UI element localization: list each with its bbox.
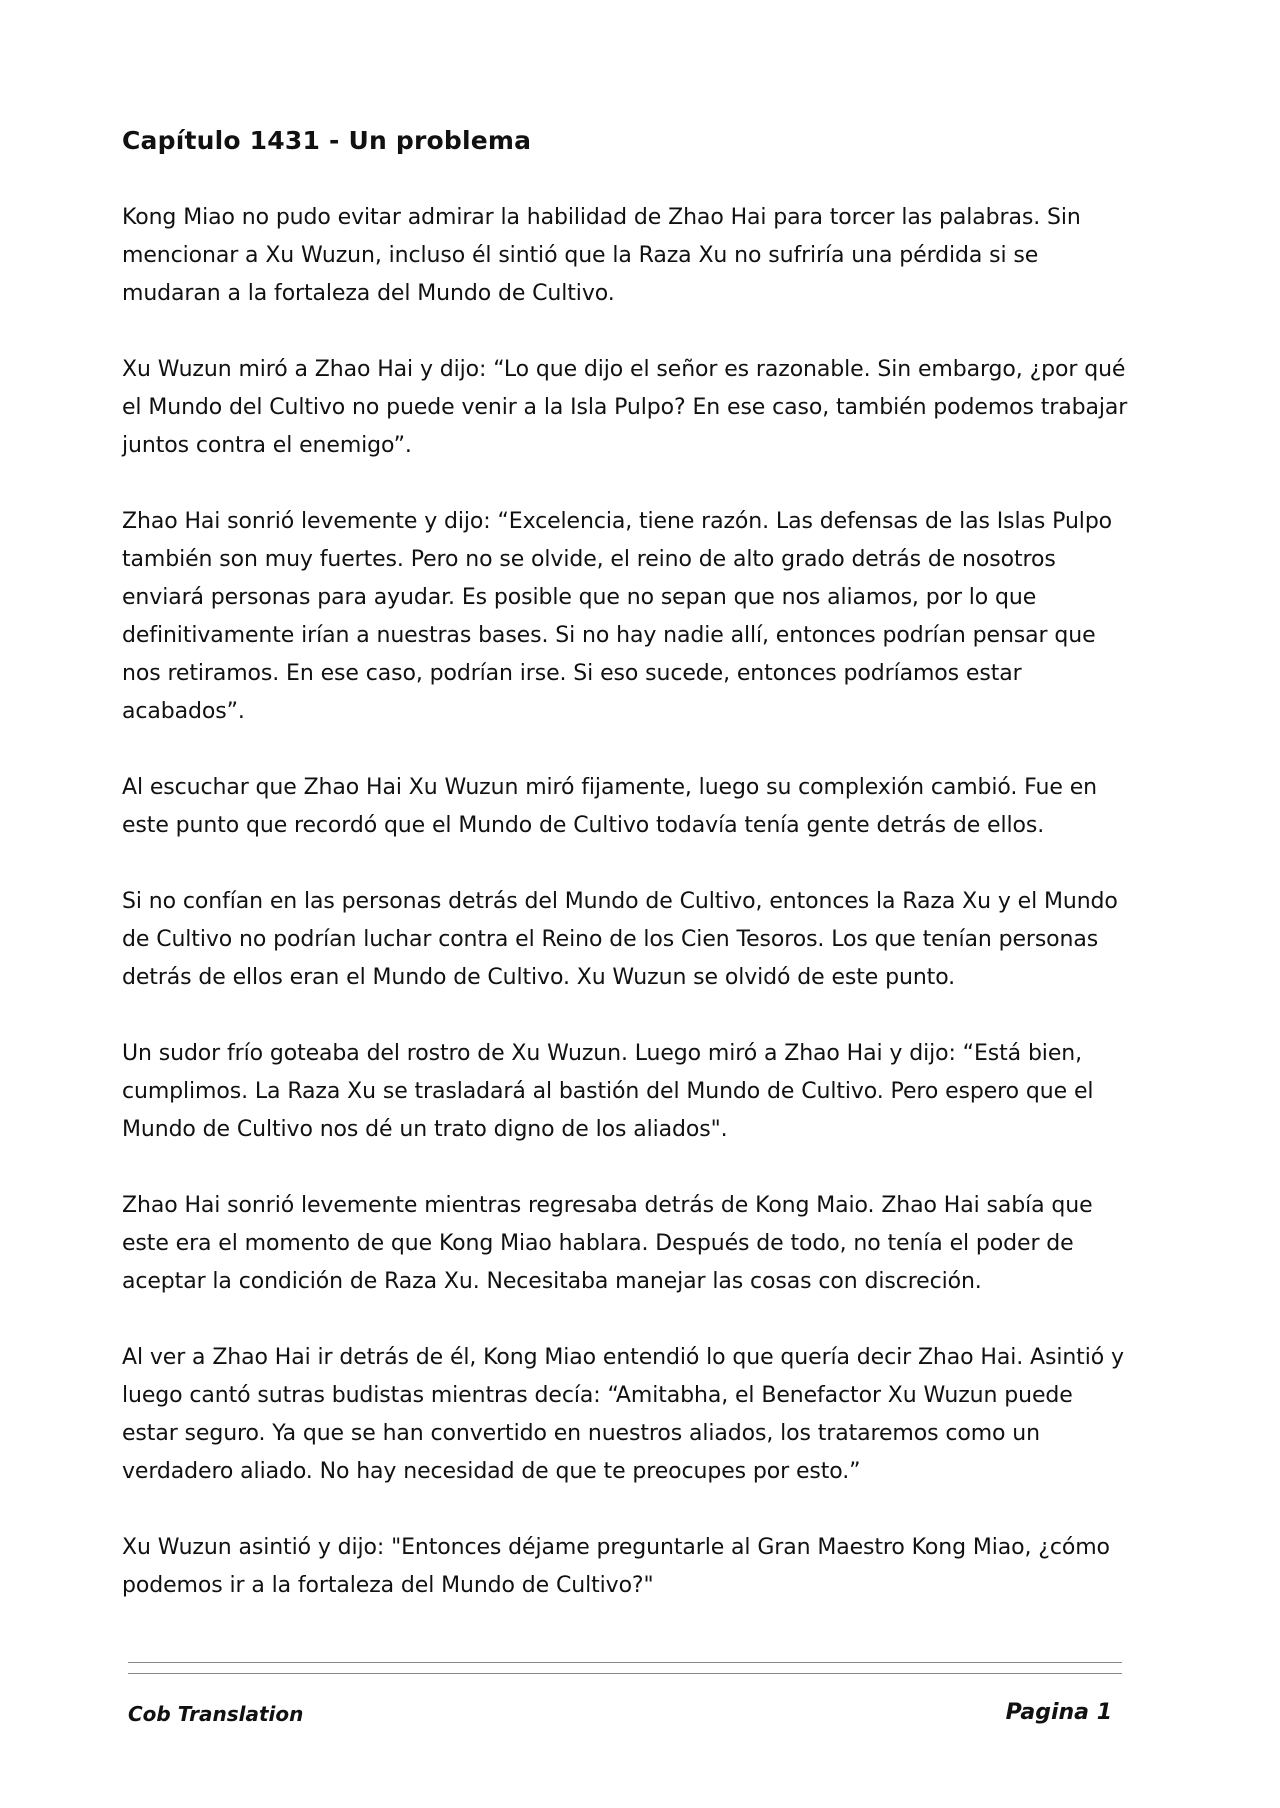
footer-divider-bottom [128, 1673, 1122, 1674]
page-number: Pagina 1 [1005, 1700, 1112, 1725]
paragraph: Kong Miao no pudo evitar admirar la habilidad de Zhao Hai para torcer las palabras. Sin mencionar a Xu Wuzun, incluso él sintió que la Raza Xu no sufriría una pérdida si se mudaran a la fortaleza del Mundo de Cultivo. [122, 205, 1081, 306]
chapter-title: Capítulo 1431 - Un problema [122, 126, 532, 155]
paragraph: Zhao Hai sonrió levemente mientras regresaba detrás de Kong Maio. Zhao Hai sabía que este era el momento de que Kong Miao hablara. Después de todo, no tenía el poder de aceptar la condición de Raza Xu. Necesitaba manejar las cosas con discreción. [122, 1193, 1093, 1294]
paragraph: Xu Wuzun asintió y dijo: "Entonces déjame preguntarle al Gran Maestro Kong Miao, ¿cómo podemos ir a la fortaleza del Mundo de Cultivo?" [122, 1535, 1110, 1598]
paragraph: Al ver a Zhao Hai ir detrás de él, Kong Miao entendió lo que quería decir Zhao Hai. Asintió y luego cantó sutras budistas mientras decía: “Amitabha, el Benefactor Xu Wuzun puede estar seguro. Ya que se han convertido en nuestros aliados, los trataremos como un verdadero aliado. No hay necesidad de que te preocupes por esto.” [122, 1345, 1124, 1484]
paragraph: Zhao Hai sonrió levemente y dijo: “Excelencia, tiene razón. Las defensas de las Islas Pulpo también son muy fuertes. Pero no se olvide, el reino de alto grado detrás de nosotros enviará personas para ayudar. Es posible que no sepan que nos aliamos, por lo que definitivamente irían a nuestras bases. Si no hay nadie allí, entonces podrían pensar que nos retiramos. En ese caso, podrían irse. Si eso sucede, entonces podríamos estar acabados”. [122, 509, 1113, 724]
chapter-body [122, 199, 1132, 1643]
footer-credit: Cob Translation [128, 1702, 304, 1726]
paragraph: Al escuchar que Zhao Hai Xu Wuzun miró fijamente, luego su complexión cambió. Fue en este punto que recordó que el Mundo de Cultivo todavía tenía gente detrás de ellos. [122, 775, 1097, 838]
paragraph: Un sudor frío goteaba del rostro de Xu Wuzun. Luego miró a Zhao Hai y dijo: “Está bien, cumplimos. La Raza Xu se trasladará al bastión del Mundo de Cultivo. Pero espero que el Mundo de Cultivo nos dé un trato digno de los aliados". [122, 1041, 1094, 1142]
footer-divider-top [128, 1662, 1122, 1663]
paragraph: Xu Wuzun miró a Zhao Hai y dijo: “Lo que dijo el señor es razonable. Sin embargo, ¿por qué el Mundo del Cultivo no puede venir a la Isla Pulpo? En ese caso, también podemos trabajar juntos contra el enemigo”. [122, 357, 1128, 458]
paragraph: Si no confían en las personas detrás del Mundo de Cultivo, entonces la Raza Xu y el Mundo de Cultivo no podrían luchar contra el Reino de los Cien Tesoros. Los que tenían personas detrás de ellos eran el Mundo de Cultivo. Xu Wuzun se olvidó de este punto. [122, 889, 1118, 990]
